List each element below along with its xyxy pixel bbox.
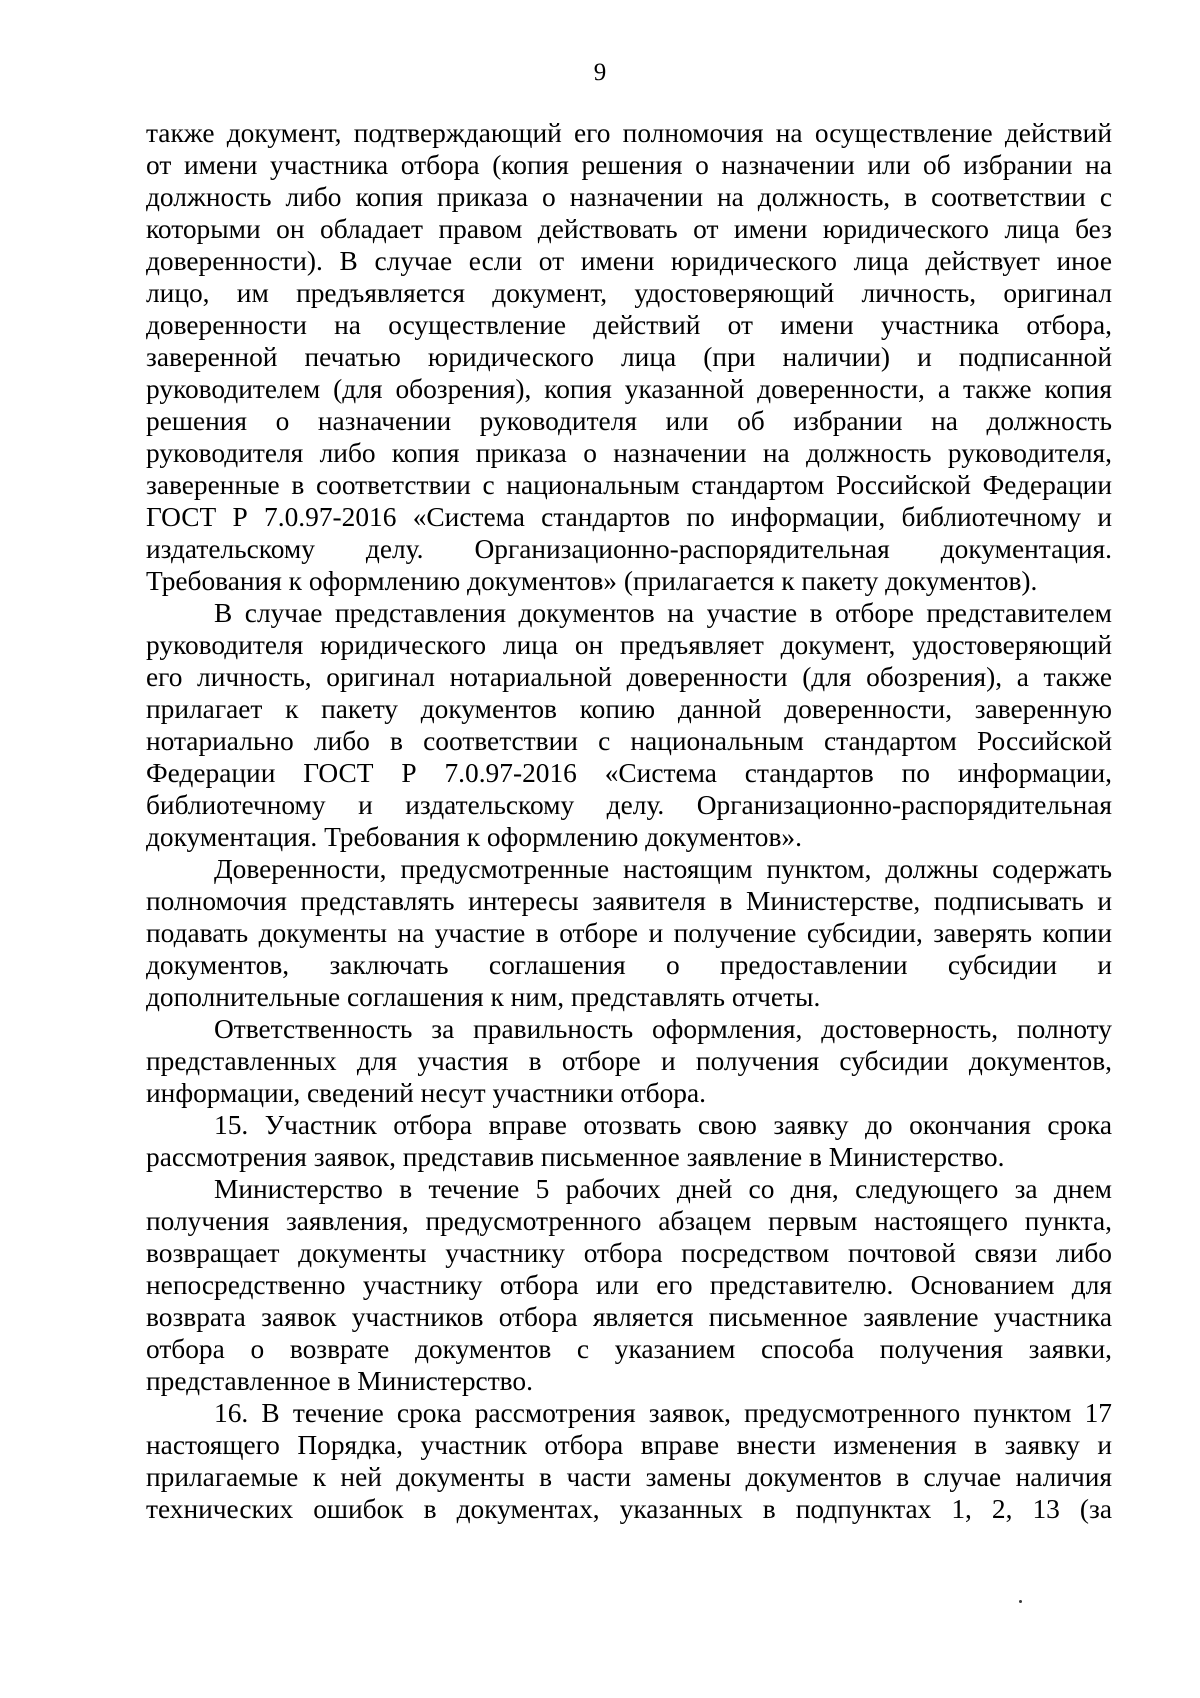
text-line: дополнительные соглашения к ним, представлять отчеты. xyxy=(146,982,821,1012)
text-line: возвращает документы участнику отбора посредством почтовой связи либо xyxy=(146,1238,1112,1268)
text-line: руководителя юридического лица он предъявляет документ, удостоверяющий xyxy=(146,630,1112,660)
text-line: представленное в Министерство. xyxy=(146,1366,533,1396)
text-line: Ответственность за правильность оформления, достоверность, полноту xyxy=(214,1014,1112,1044)
text-line: лицо, им предъявляется документ, удостоверяющий личность, оригинал xyxy=(146,278,1112,308)
text-line: заверенные в соответствии с национальным стандартом Российской Федерации xyxy=(146,470,1112,500)
text-line: Федерации ГОСТ Р 7.0.97-2016 «Система стандартов по информации, xyxy=(146,758,1112,788)
text-line: представленных для участия в отборе и получения субсидии документов, xyxy=(146,1046,1112,1076)
text-line: должность либо копия приказа о назначении на должность, в соответствии с xyxy=(146,182,1112,212)
text-line: доверенности на осуществление действий от имени участника отбора, xyxy=(146,310,1112,340)
text-line: нотариально либо в соответствии с национальным стандартом Российской xyxy=(146,726,1112,756)
text-line: возврата заявок участников отбора является письменное заявление участника xyxy=(146,1302,1112,1332)
text-line: информации, сведений несут участники отбора. xyxy=(146,1078,706,1108)
text-line: от имени участника отбора (копия решения о назначении или об избрании на xyxy=(146,150,1112,180)
text-line: руководителя либо копия приказа о назначении на должность руководителя, xyxy=(146,438,1112,468)
text-line: Министерство в течение 5 рабочих дней со дня, следующего за днем xyxy=(214,1174,1112,1204)
text-line: 15. Участник отбора вправе отозвать свою заявку до окончания срока xyxy=(214,1110,1112,1140)
text-line: Требования к оформлению документов» (прилагается к пакету документов). xyxy=(146,566,1038,596)
text-line: В случае представления документов на участие в отборе представителем xyxy=(214,598,1112,628)
text-line: отбора о возврате документов с указанием способа получения заявки, xyxy=(146,1334,1112,1364)
text-line: технических ошибок в документах, указанных в подпунктах 1, 2, 13 (за xyxy=(146,1494,1112,1524)
text-line: его личность, оригинал нотариальной доверенности (для обозрения), а также xyxy=(146,662,1112,692)
text-line: 16. В течение срока рассмотрения заявок, предусмотренного пунктом 17 xyxy=(214,1398,1112,1428)
text-line: полномочия представлять интересы заявителя в Министерстве, подписывать и xyxy=(146,886,1112,916)
text-line: издательскому делу. Организационно-распорядительная документация. xyxy=(146,534,1112,564)
page-number: 9 xyxy=(593,59,607,86)
text-line: настоящего Порядка, участник отбора вправе внести изменения в заявку и xyxy=(146,1430,1112,1460)
text-line: прилагает к пакету документов копию данной доверенности, заверенную xyxy=(146,694,1112,724)
text-line: также документ, подтверждающий его полномочия на осуществление действий xyxy=(146,118,1112,148)
text-line: решения о назначении руководителя или об избрании на должность xyxy=(146,406,1112,436)
scan-speck xyxy=(1019,1600,1022,1603)
document-body xyxy=(146,117,1112,1525)
text-line: получения заявления, предусмотренного абзацем первым настоящего пункта, xyxy=(146,1206,1112,1236)
text-line: которыми он обладает правом действовать от имени юридического лица без xyxy=(146,214,1112,244)
text-line: непосредственно участнику отбора или его представителю. Основанием для xyxy=(146,1270,1112,1300)
text-line: документов, заключать соглашения о предоставлении субсидии и xyxy=(146,950,1112,980)
text-line: рассмотрения заявок, представив письменное заявление в Министерство. xyxy=(146,1142,1005,1172)
text-line: доверенности). В случае если от имени юридического лица действует иное xyxy=(146,246,1112,276)
text-line: ГОСТ Р 7.0.97-2016 «Система стандартов по информации, библиотечному и xyxy=(146,502,1112,532)
text-line: прилагаемые к ней документы в части замены документов в случае наличия xyxy=(146,1462,1112,1492)
text-line: библиотечному и издательскому делу. Организационно-распорядительная xyxy=(146,790,1112,820)
text-line: руководителем (для обозрения), копия указанной доверенности, а также копия xyxy=(146,374,1112,404)
text-line: заверенной печатью юридического лица (при наличии) и подписанной xyxy=(146,342,1112,372)
text-line: документация. Требования к оформлению документов». xyxy=(146,822,802,852)
text-line: подавать документы на участие в отборе и получение субсидии, заверять копии xyxy=(146,918,1112,948)
text-line: Доверенности, предусмотренные настоящим пунктом, должны содержать xyxy=(214,854,1112,884)
